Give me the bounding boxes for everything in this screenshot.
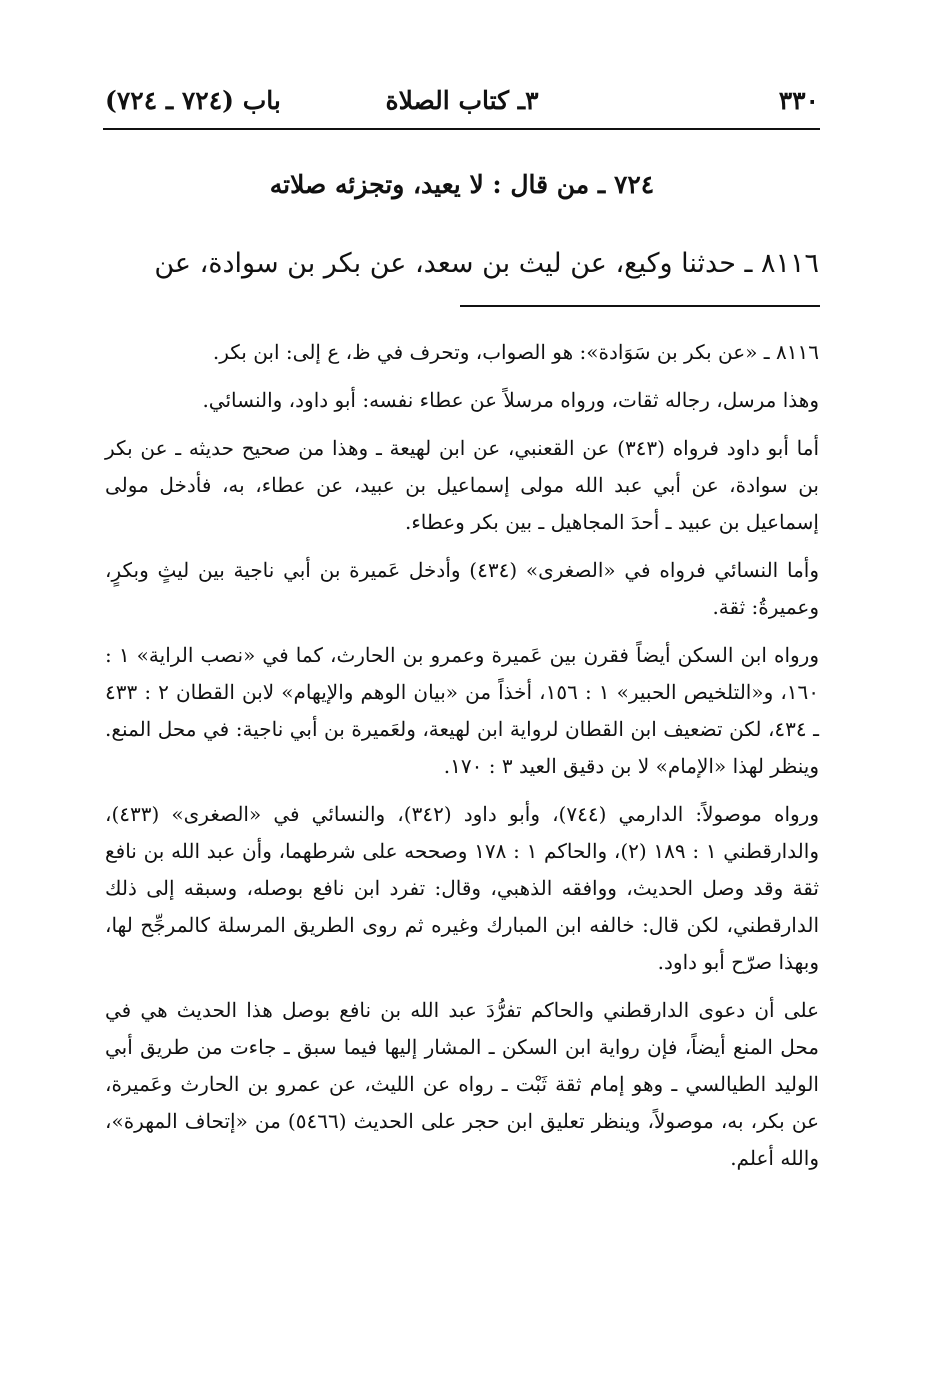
footnote-paragraph: وهذا مرسل، رجاله ثقات، ورواه مرسلاً عن عطاء نفسه: أبو داود، والنسائي. (202, 388, 819, 412)
hadith-text: ٨١١٦ ـ حدثنا وكيع، عن ليث بن سعد، عن بكر بن سوادة، عن (154, 248, 819, 279)
page-number: ٣٣٠ (778, 86, 819, 115)
footnote-paragraph: ورواه موصولاً: الدارمي (٧٤٤)، وأبو داود (٣٤٢)، والنسائي في «الصغرى» (٤٣٣)، والدارقطني ١ : ١٨٩ (٢)، والحاكم ١ : ١٧٨ وصححه على شرطهما، وأن عبد الله بن نافع ثقة وقد وصل الحديث، ووافقه الذهبي، وقال: تفرد ابن نافع بوصله، وسبقه إلى ذلك الدارقطني، لكن قال: خالفه ابن المبارك وغيره ثم روى الطريق المرسلة كالمرجِّح لها، وبهذا صرّح أبو داود. (105, 802, 819, 974)
header-rule (103, 128, 820, 130)
footnotes (105, 334, 819, 1188)
chapter-range: باب (٧٢٤ ـ ٧٢٤) (105, 86, 281, 115)
footnote-separator (460, 305, 820, 307)
running-header (105, 86, 819, 126)
footnote-paragraph: أما أبو داود فرواه (٣٤٣) عن القعنبي، عن ابن لهيعة ـ وهذا من صحيح حديثه ـ عن بكر بن سوادة، عن أبي عبد الله مولى إسماعيل بن عبيد، عن عطاء، به، فأدخل مولى إسماعيل بن عبيد ـ أحدَ المجاهيل ـ بين بكر وعطاء. (105, 436, 819, 534)
footnote-paragraph: ٨١١٦ ـ «عن بكر بن سَوَادة»: هو الصواب، وتحرف في ظ، ع إلى: ابن بكر. (212, 340, 819, 364)
book-title: ٣ـ كتاب الصلاة (385, 86, 539, 115)
footnote-paragraph: وأما النسائي فرواه في «الصغرى» (٤٣٤) وأدخل عَميرة بن أبي ناجية بين ليثٍ وبكرٍ، وعميرةُ: ثقة. (105, 558, 819, 619)
chapter-heading: ٧٢٤ ـ من قال : لا يعيد، وتجزئه صلاته (269, 170, 655, 199)
footnote-paragraph: على أن دعوى الدارقطني والحاكم تفرُّدَ عبد الله بن نافع بوصل هذا الحديث هي في محل المنع أيضاً، فإن رواية ابن السكن ـ المشار إليها فيما سبق ـ جاءت من طريق أبي الوليد الطيالسي ـ وهو إمام ثقة ثَبْت ـ رواه عن الليث، عن عمرو بن الحارث وعَميرة، عن بكر، به، موصولاً، وينظر تعليق ابن حجر على الحديث (٥٤٦٦) من «إتحاف المهرة»، والله أعلم. (105, 998, 819, 1170)
footnote-paragraph: ورواه ابن السكن أيضاً فقرن بين عَميرة وعمرو بن الحارث، كما في «نصب الراية» ١ : ١٦٠، و«التلخيص الحبير» ١ : ١٥٦، أخذاً من «بيان الوهم والإيهام» لابن القطان ٢ : ٤٣٣ ـ ٤٣٤، لكن تضعيف ابن القطان لرواية ابن لهيعة، ولعَميرة بن أبي ناجية: في محل المنع. وينظر لهذا «الإمام» لا بن دقيق العيد ٣ : ١٧٠. (105, 643, 820, 778)
